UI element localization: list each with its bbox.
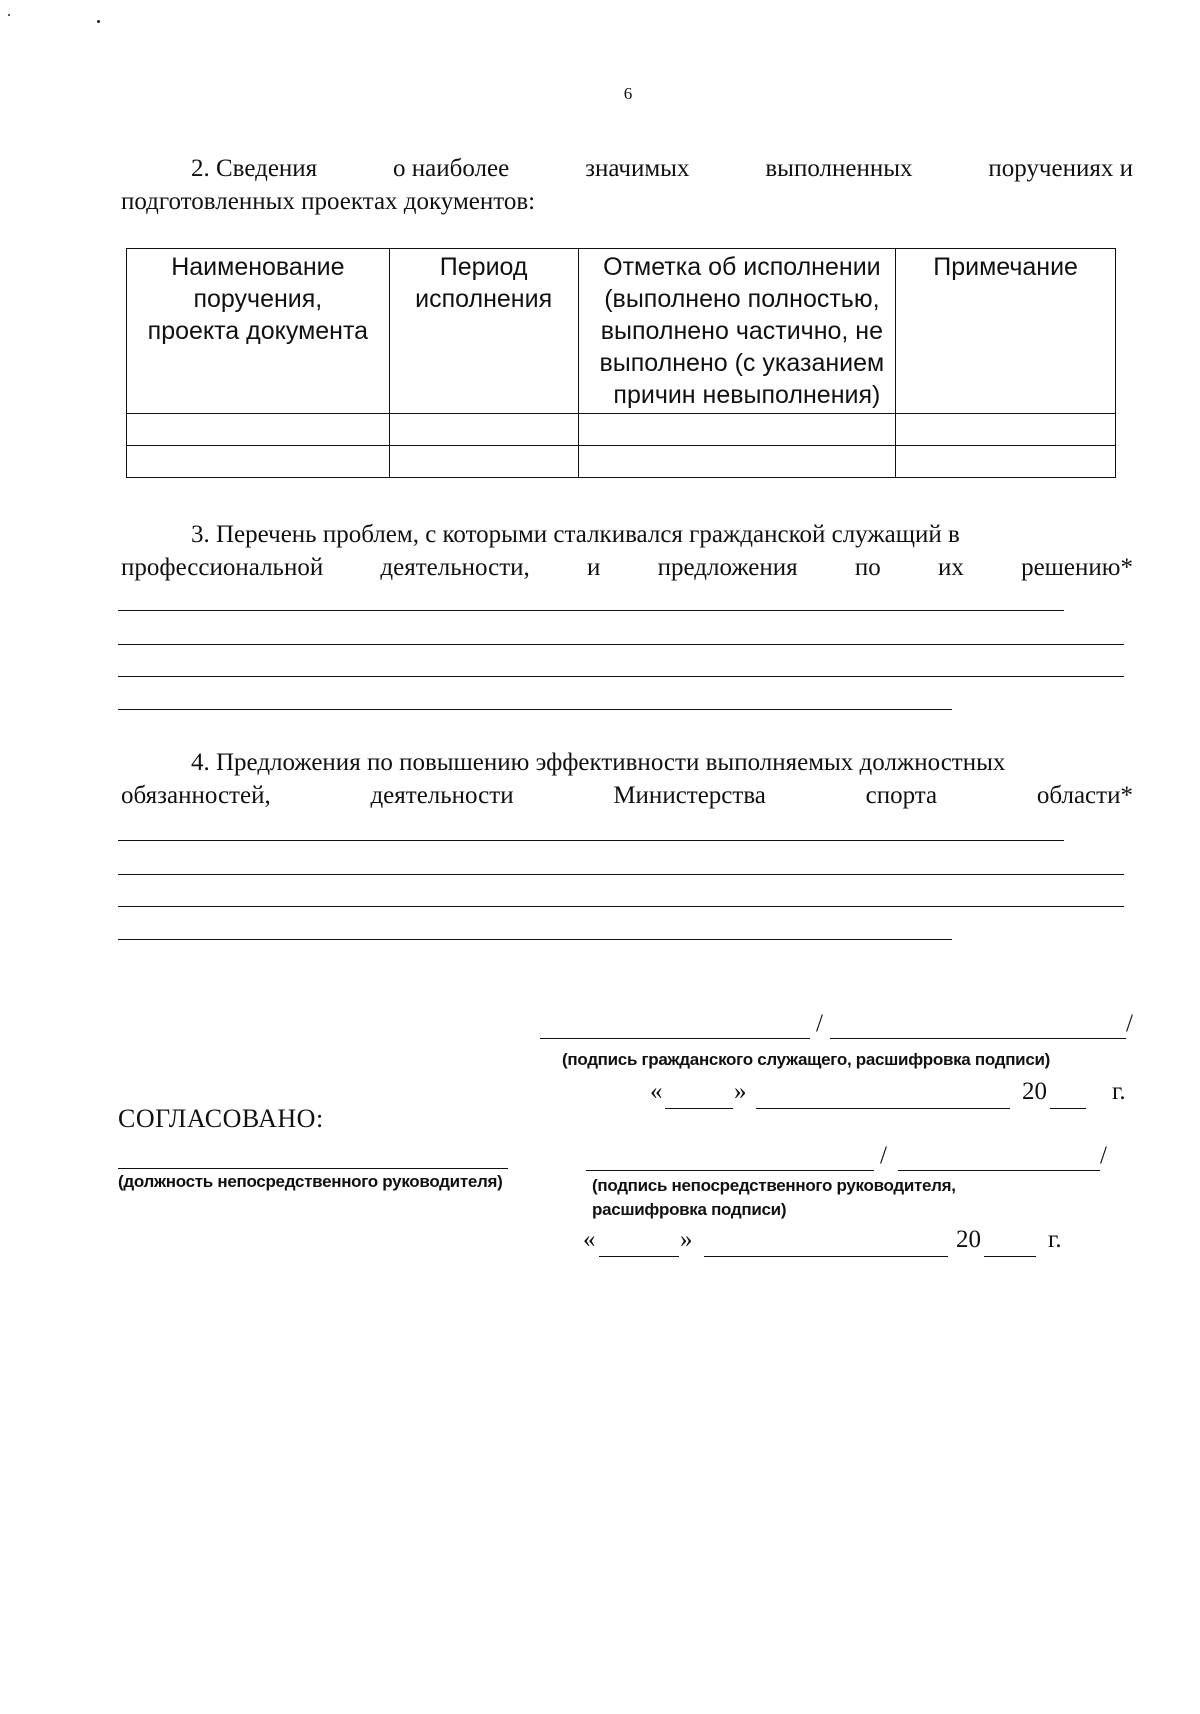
date-year-prefix: 20	[1022, 1078, 1047, 1105]
header-cell-status: Отметка об исполнении (выполнено полностью, выполнено частично, не выполнено (с указанием причин невыполнения)	[578, 249, 896, 414]
supervisor-name-line[interactable]	[898, 1170, 1100, 1171]
section-2-word: 2. Сведения	[191, 155, 318, 182]
header-cell-note: Примечание	[896, 249, 1116, 414]
signature-slash: /	[1100, 1142, 1107, 1169]
section-2-word: выполненных	[765, 155, 913, 182]
answer-line[interactable]	[118, 709, 952, 710]
table-row	[127, 414, 1116, 446]
section-3-word: решению*	[1021, 554, 1133, 581]
section-2-word: значимых	[585, 155, 690, 182]
table-cell[interactable]	[127, 446, 390, 478]
supervisor-position-caption: (должность непосредственного руководителя)	[118, 1172, 503, 1191]
section-2-heading	[121, 152, 1133, 218]
date-year-line[interactable]	[1050, 1108, 1086, 1109]
answer-line[interactable]	[118, 840, 1064, 841]
date-year-suffix: г.	[1112, 1078, 1126, 1105]
section-2-word: о наиболее	[393, 155, 510, 182]
header-cell-period: Период исполнения	[389, 249, 578, 414]
signature-slash: /	[816, 1010, 823, 1037]
answer-line[interactable]	[118, 644, 1124, 645]
section-4-word: обязанностей,	[121, 782, 271, 809]
supervisor-position-line[interactable]	[118, 1168, 508, 1169]
employee-signature-line[interactable]	[540, 1038, 810, 1039]
section-4-word: спорта	[865, 782, 938, 809]
date-open-quote: «	[583, 1226, 596, 1253]
answer-line[interactable]	[118, 906, 1124, 907]
table-cell[interactable]	[578, 446, 896, 478]
answer-line[interactable]	[118, 939, 952, 940]
table-header-row	[127, 249, 1116, 414]
date-open-quote: «	[650, 1078, 663, 1105]
section-3-word: и	[587, 554, 601, 581]
answer-line[interactable]	[118, 676, 1124, 677]
header-cell-name: Наименование поручения, проекта документа	[127, 249, 390, 414]
date-year-suffix: г.	[1048, 1226, 1062, 1253]
table-cell[interactable]	[578, 414, 896, 446]
table-cell[interactable]	[389, 414, 578, 446]
section-4-word: области*	[1036, 782, 1133, 809]
section-2-word: поручениях и	[988, 155, 1133, 182]
section-4-word: деятельности	[370, 782, 514, 809]
section-3-heading	[121, 518, 1133, 584]
date-close-quote: »	[734, 1078, 747, 1105]
date-day-line[interactable]	[665, 1108, 733, 1109]
signature-slash: /	[1126, 1010, 1133, 1037]
signature-slash: /	[880, 1142, 887, 1169]
table-cell[interactable]	[389, 446, 578, 478]
date-close-quote: »	[680, 1226, 693, 1253]
date-month-line[interactable]	[704, 1256, 948, 1257]
table-cell[interactable]	[896, 414, 1116, 446]
section-3-word: по	[854, 554, 881, 581]
section-3-word: предложения	[657, 554, 798, 581]
date-year-prefix: 20	[956, 1226, 981, 1253]
answer-line[interactable]	[118, 874, 1124, 875]
answer-line[interactable]	[118, 610, 1064, 611]
table-cell[interactable]	[896, 446, 1116, 478]
approval-label: СОГЛАСОВАНО:	[118, 1104, 324, 1133]
table-row	[127, 446, 1116, 478]
date-day-line[interactable]	[599, 1256, 679, 1257]
section-3-word: профессиональной	[121, 554, 324, 581]
table-cell[interactable]	[127, 414, 390, 446]
section-3-word: деятельности,	[380, 554, 530, 581]
scan-mark	[8, 14, 10, 16]
supervisor-signature-line[interactable]	[586, 1170, 874, 1171]
employee-signature-caption: (подпись гражданского служащего, расшифровка подписи)	[562, 1050, 1050, 1069]
date-year-line[interactable]	[984, 1256, 1036, 1257]
section-4-heading	[121, 746, 1133, 812]
section-2-line-2: подготовленных проектах документов:	[121, 188, 536, 215]
date-month-line[interactable]	[756, 1108, 1010, 1109]
section-3-word: их	[937, 554, 964, 581]
section-4-line-1: 4. Предложения по повышению эффективности выполняемых должностных	[191, 749, 1006, 776]
assignments-table	[126, 248, 1116, 478]
employee-name-line[interactable]	[830, 1038, 1126, 1039]
section-3-line-1: 3. Перечень проблем, с которыми сталкивался гражданской служащий в	[191, 521, 960, 548]
supervisor-signature-caption: (подпись непосредственного руководителя, расшифровка подписи)	[592, 1176, 956, 1219]
section-4-word: Министерства	[613, 782, 766, 809]
page-number: 6	[623, 84, 633, 103]
scan-mark	[97, 20, 100, 23]
